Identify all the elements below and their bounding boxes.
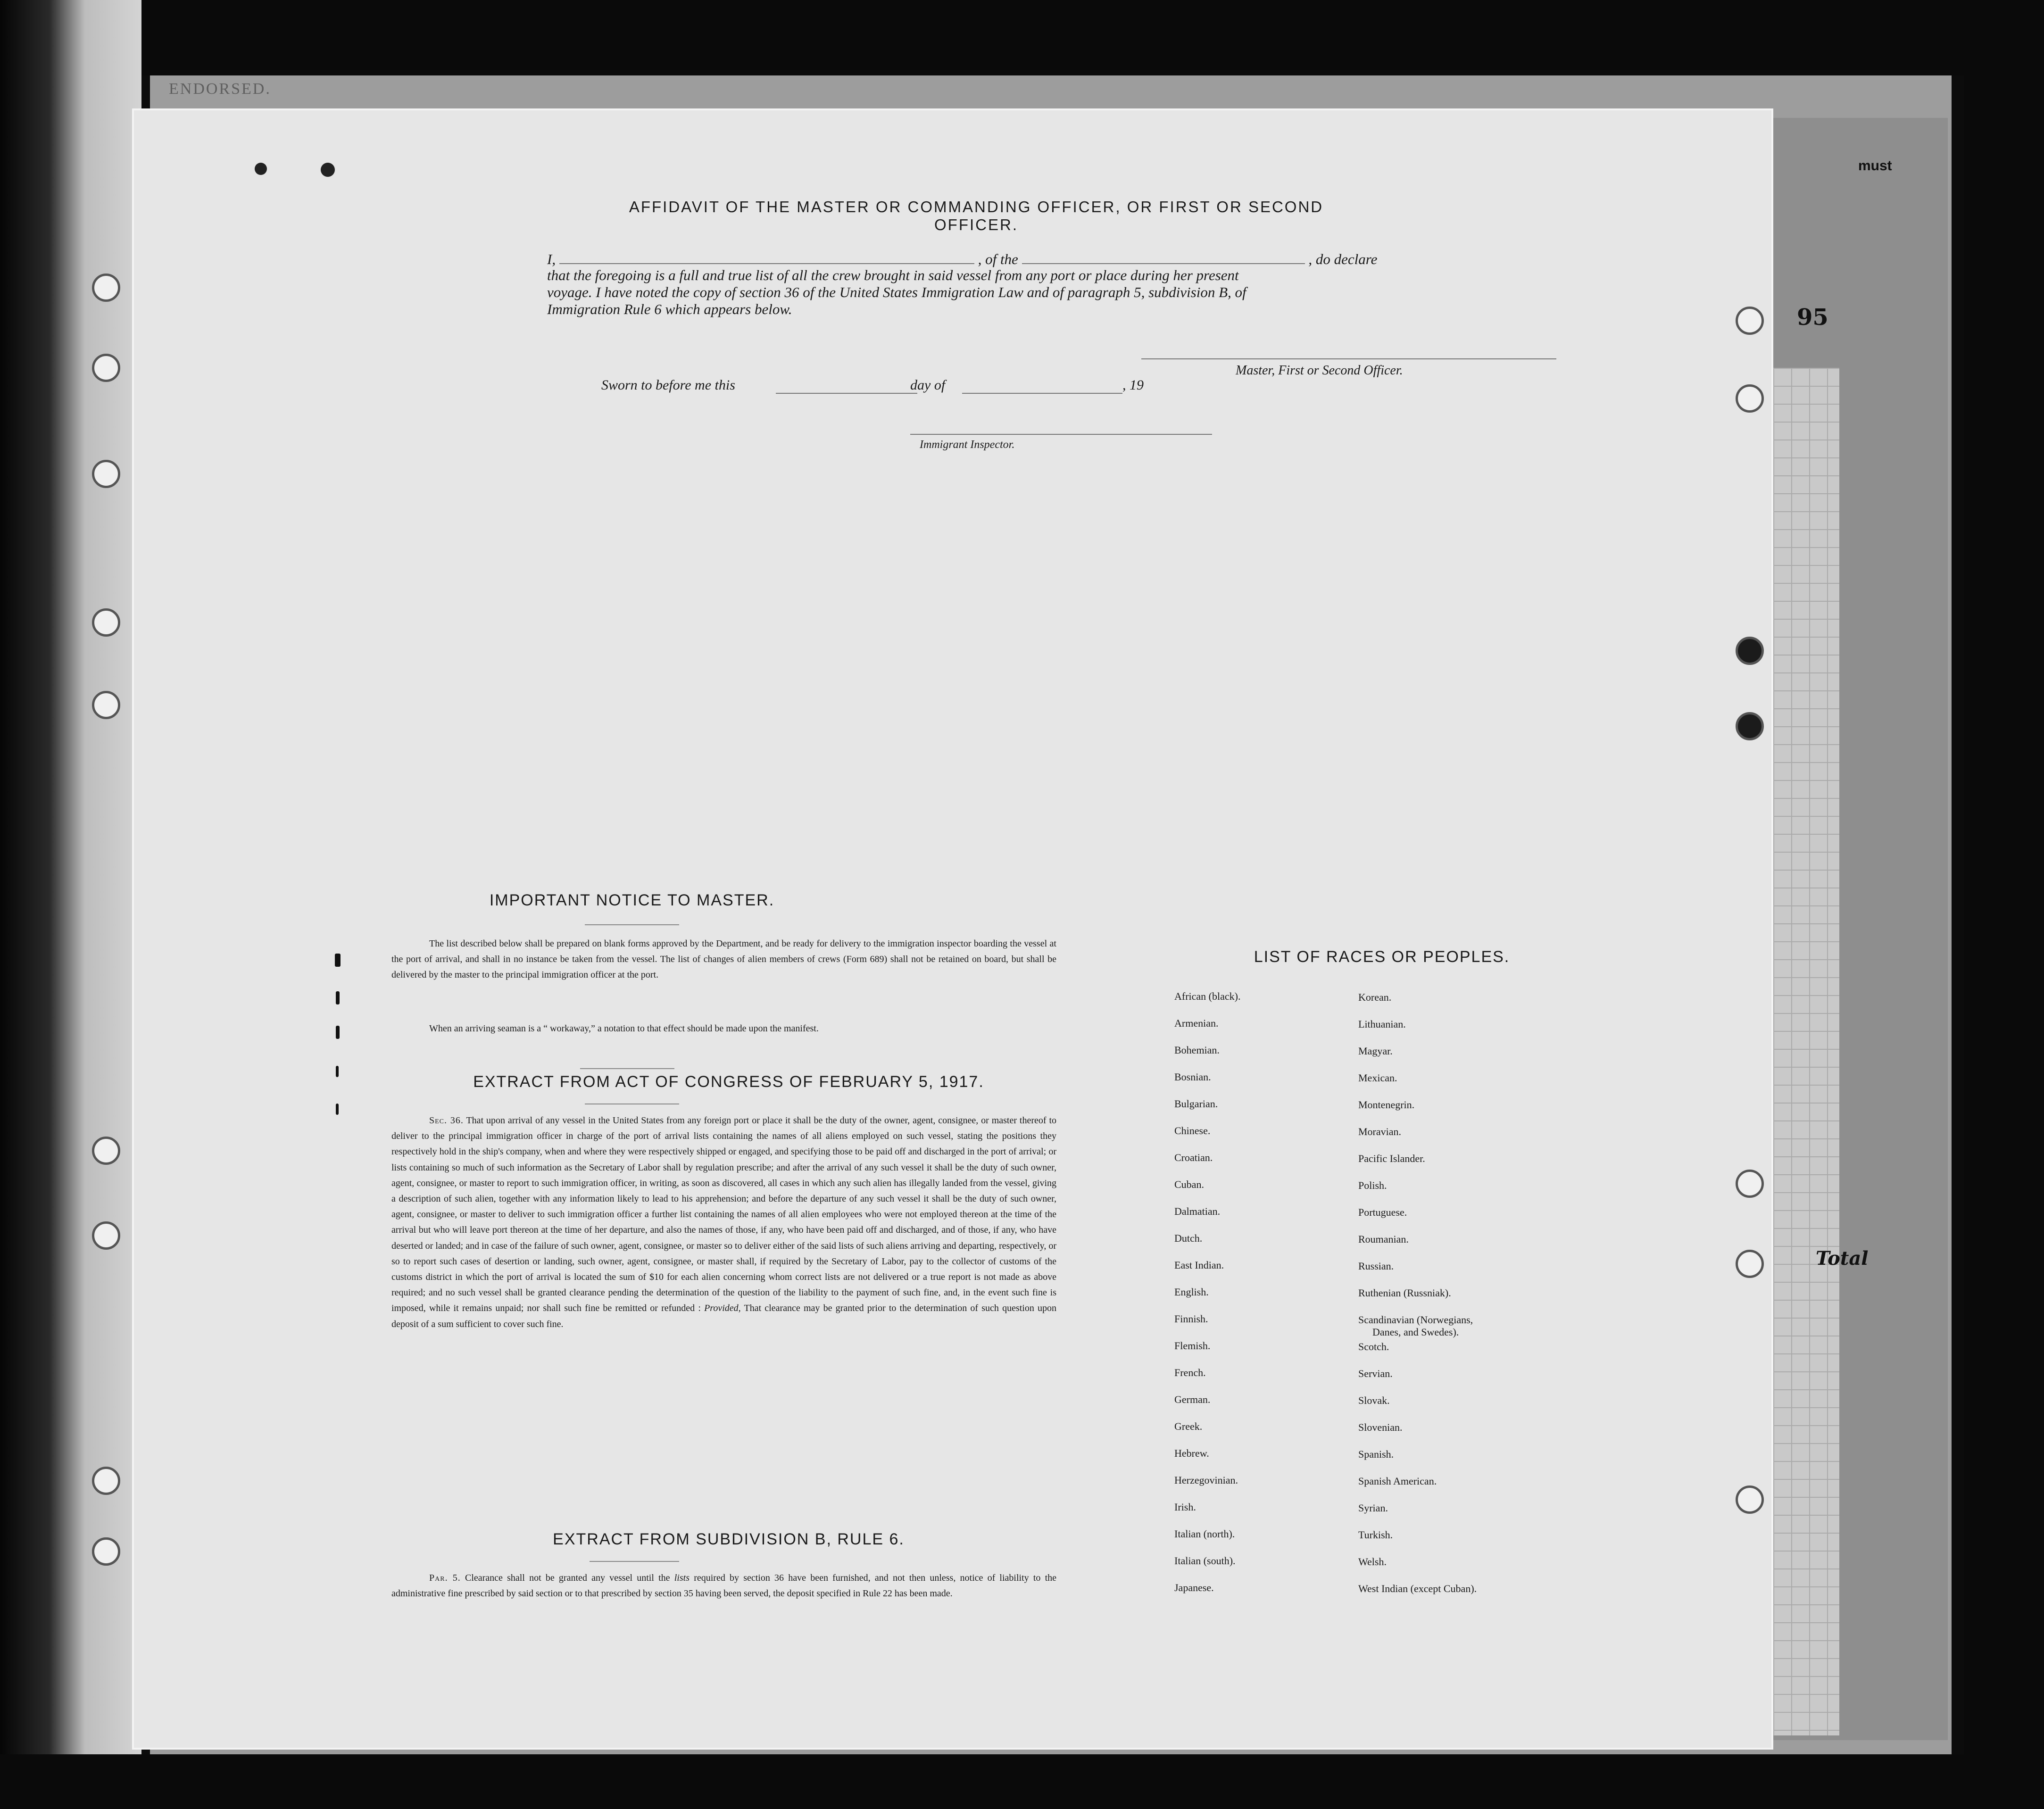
race-item <box>1358 1448 1477 1475</box>
race-item <box>1174 1205 1240 1232</box>
inspector-signature-line <box>910 434 1212 435</box>
race-item <box>1358 1314 1477 1341</box>
race-name: Cuban. <box>1174 1178 1204 1190</box>
affidavit-declare: , do declare <box>1308 251 1378 267</box>
margin-tick <box>336 1104 339 1115</box>
film-border-bottom <box>0 1754 2044 1809</box>
margin-tick <box>336 991 340 1004</box>
race-name: English. <box>1174 1286 1209 1298</box>
race-item <box>1358 1045 1477 1072</box>
race-item <box>1174 1098 1240 1125</box>
binder-hole <box>92 1221 120 1250</box>
race-name: Magyar. <box>1358 1045 1393 1057</box>
race-item <box>1174 1286 1240 1313</box>
ledger-grid-strip <box>1773 368 1839 1735</box>
officer-signature-line <box>1141 358 1556 359</box>
notice-rule <box>585 924 679 925</box>
race-name: Servian. <box>1358 1368 1393 1379</box>
name-blank <box>559 250 974 264</box>
race-name: Turkish. <box>1358 1529 1393 1541</box>
page-number: 95 <box>1797 304 1828 331</box>
affidavit-line-4: Immigration Rule 6 which appears below. <box>547 301 792 317</box>
race-item <box>1174 1071 1240 1098</box>
race-name: French. <box>1174 1367 1206 1378</box>
race-name: Polish. <box>1358 1179 1387 1191</box>
binder-hole <box>92 1137 120 1165</box>
race-item <box>1174 1340 1240 1367</box>
paragraph-label: Par. 5. <box>429 1573 461 1583</box>
race-item <box>1358 1502 1477 1529</box>
back-stamp: ENDORSED. <box>169 80 271 98</box>
race-name: Italian (south). <box>1174 1555 1236 1567</box>
races-right-column <box>1358 991 1477 1610</box>
race-name: Ruthenian (Russniak). <box>1358 1287 1451 1299</box>
affidavit-of-the: , of the <box>978 251 1018 267</box>
right-sheet-word: must <box>1858 158 1892 174</box>
paragraph-5-text: Par. 5. Clearance shall not be granted any vessel until the lists required by section 36 have been furnished, and not then unless, notice of liability to the administrative fine prescribed by said section or to that prescribed by section 35 having been served, the deposit specified in Rule 22 has been made. <box>391 1573 1057 1599</box>
section-label: Sec. 36. <box>429 1115 464 1126</box>
race-name: Armenian. <box>1174 1017 1219 1029</box>
margin-tick <box>336 1066 339 1077</box>
race-name: Irish. <box>1174 1501 1196 1513</box>
race-item <box>1174 1044 1240 1071</box>
race-item <box>1174 1394 1240 1420</box>
race-name: Finnish. <box>1174 1313 1208 1325</box>
sworn-text: Sworn to before me this <box>601 377 735 393</box>
extract-rule6-title: EXTRACT FROM SUBDIVISION B, RULE 6. <box>553 1530 905 1548</box>
race-item <box>1358 1583 1477 1610</box>
race-item <box>1358 1233 1477 1260</box>
affidavit-line-3: voyage. I have noted the copy of section 36 of the United States Immigration Law and of paragraph 5, subdivision B, of <box>547 284 1246 300</box>
race-name: Bohemian. <box>1174 1044 1220 1056</box>
race-name: Bulgarian. <box>1174 1098 1218 1110</box>
inspector-caption: Immigrant Inspector. <box>920 439 1015 451</box>
race-name: Hebrew. <box>1174 1447 1209 1459</box>
race-name: Slovak. <box>1358 1394 1390 1406</box>
race-item <box>1358 1287 1477 1314</box>
binder-hole <box>92 1537 120 1566</box>
race-name: Spanish. <box>1358 1448 1394 1460</box>
notice-paragraph-1: The list described below shall be prepared on blank forms approved by the Department, and be ready for delivery to the immigration inspector boarding the vessel at the port of arrival, and shall in no instance be taken from the vessel. The list of changes of alien members of crews (Form 689) shall not be retained on board, but shall be delivered by the master to the principal immigration officer at the port. <box>391 938 1056 980</box>
race-name: German. <box>1174 1394 1211 1405</box>
races-left-column <box>1174 990 1240 1609</box>
officer-caption: Master, First or Second Officer. <box>1236 363 1403 378</box>
race-name: Scotch. <box>1358 1341 1389 1353</box>
race-name: Welsh. <box>1358 1556 1387 1568</box>
race-item <box>1174 1501 1240 1528</box>
binder-hole <box>92 1467 120 1495</box>
notice-title: IMPORTANT NOTICE TO MASTER. <box>489 891 775 909</box>
page-content <box>132 108 1773 1750</box>
binder-hole <box>92 691 120 719</box>
race-item <box>1358 1206 1477 1233</box>
film-border-right <box>1964 0 2044 1809</box>
race-item <box>1174 1313 1240 1340</box>
race-name: Dalmatian. <box>1174 1205 1221 1217</box>
handwritten-total: Total <box>1816 1247 1869 1270</box>
race-name-continued: Danes, and Swedes). <box>1372 1326 1459 1338</box>
extract-act-title: EXTRACT FROM ACT OF CONGRESS OF FEBRUARY 5, 1917. <box>473 1073 984 1091</box>
film-border-top <box>0 0 2044 75</box>
race-item <box>1358 1260 1477 1287</box>
race-name: Italian (north). <box>1174 1528 1235 1540</box>
binder-hole <box>92 460 120 488</box>
affidavit-i: I, <box>547 251 556 267</box>
month-blank <box>962 380 1122 394</box>
race-name: Mexican. <box>1358 1072 1397 1084</box>
race-name: Chinese. <box>1174 1125 1211 1137</box>
extract-rule-top <box>580 1068 674 1069</box>
race-name: Pacific Islander. <box>1358 1153 1425 1164</box>
affidavit-title: AFFIDAVIT OF THE MASTER OR COMMANDING OFFICER, OR FIRST OR SECOND OFFICER. <box>629 198 1324 233</box>
binder-hole <box>92 274 120 302</box>
race-name: African (black). <box>1174 990 1241 1002</box>
race-name: Japanese. <box>1174 1582 1214 1593</box>
race-name: Slovenian. <box>1358 1421 1403 1433</box>
race-name: Moravian. <box>1358 1126 1402 1137</box>
race-item <box>1174 990 1240 1017</box>
race-item <box>1174 1232 1240 1259</box>
race-item <box>1174 1178 1240 1205</box>
race-name: Roumanian. <box>1358 1233 1409 1245</box>
race-item <box>1174 1447 1240 1474</box>
race-name: Montenegrin. <box>1358 1099 1415 1111</box>
race-item <box>1174 1152 1240 1178</box>
race-name: Lithuanian. <box>1358 1018 1406 1030</box>
race-item <box>1358 1072 1477 1099</box>
race-item <box>1358 1529 1477 1556</box>
notice-paragraph-2: When an arriving seaman is a “ workaway,” a notation to that effect should be made upon the manifest. <box>429 1023 819 1034</box>
sworn-day-blank <box>776 380 917 394</box>
race-item <box>1358 1179 1477 1206</box>
race-item <box>1174 1420 1240 1447</box>
race-name: Flemish. <box>1174 1340 1211 1352</box>
race-item <box>1174 1555 1240 1582</box>
race-item <box>1174 1367 1240 1394</box>
race-name: Dutch. <box>1174 1232 1203 1244</box>
vessel-blank <box>1022 250 1305 264</box>
manifest-page <box>132 108 1773 1750</box>
race-item <box>1358 1475 1477 1502</box>
margin-tick <box>335 954 341 967</box>
race-name: Croatian. <box>1174 1152 1213 1163</box>
race-item <box>1174 1125 1240 1152</box>
year-text: , 19 <box>1122 377 1144 393</box>
binder-hole <box>92 608 120 637</box>
affidavit-line-2: that the foregoing is a full and true list of all the crew brought in said vessel from any port or place during her present <box>547 267 1239 283</box>
race-name: Bosnian. <box>1174 1071 1211 1083</box>
race-item <box>1174 1017 1240 1044</box>
affidavit-statement <box>547 250 1570 318</box>
race-name: Portuguese. <box>1358 1206 1407 1218</box>
race-item <box>1174 1259 1240 1286</box>
extract2-rule <box>590 1561 679 1562</box>
affidavit-line-1 <box>547 250 1570 267</box>
race-name: West Indian (except Cuban). <box>1358 1583 1477 1594</box>
race-item <box>1174 1582 1240 1609</box>
race-item <box>1358 1099 1477 1126</box>
margin-tick <box>336 1026 340 1039</box>
section-36-text: Sec. 36. That upon arrival of any vessel in the United States from any foreign port or place it shall be the duty of the owner, agent, consignee, or master thereof to deliver to the principal immigration officer in charge of the port of arrival lists containing the names of all aliens employed on such vessel, stating the positions they respectively hold in the ship's company, when and where they were respectively shipped or engaged, and specifying those to be paid off and discharged in the port of arrival; or lists containing so much of such information as the Secretary of Labor shall by regulation prescribe; and after the arrival of any such vessel it shall be the duty of such owner, agent, consignee, or master to report to such immigration officer, in writing, as soon as discovered, all cases in which any such alien has illegally landed from the vessel, giving a description of such alien, together with any information likely to lead to his apprehension; and before the departure of any such vessel it shall be the duty of such owner, agent, consignee, or master to deliver to such immigration officer a further list containing the names of all alien employees who were not employed thereon at the time of the arrival but who will leave port thereon at the time of her departure, and also the names of those, if any, who have been paid off and discharged, and of those, if any, who have deserted or landed; and in case of the failure of such owner, agent, consignee, or master so to deliver either of the said lists of such aliens arriving and departing, respectively, or so to report such cases of desertion or landing, such owner, agent, consignee, or master shall, if required by the Secretary of Labor, pay to the collector of customs of the customs district in which the port of arrival is located the sum of $10 for each alien concerning whom correct lists are not delivered or a true report is not made as above required; and no such vessel shall be granted clearance pending the determination of the question of the liability to the payment of such fine, and, in the event such fine is imposed, while it remains unpaid; nor shall such fine be remitted or refunded : Provided, That clearance may be granted prior to the determination of such question upon deposit of a sum sufficient to cover such fine. <box>391 1115 1057 1329</box>
race-item <box>1358 1394 1477 1421</box>
race-name: Russian. <box>1358 1260 1394 1272</box>
race-name: Korean. <box>1358 991 1392 1003</box>
race-item <box>1358 1018 1477 1045</box>
race-name: East Indian. <box>1174 1259 1224 1271</box>
race-item <box>1358 1368 1477 1394</box>
film-border-left <box>0 0 141 1809</box>
race-item <box>1358 1341 1477 1368</box>
race-name: Spanish American. <box>1358 1475 1437 1487</box>
race-item <box>1358 991 1477 1018</box>
race-name: Herzegovinian. <box>1174 1474 1238 1486</box>
race-item <box>1358 1556 1477 1583</box>
binder-hole <box>92 354 120 382</box>
race-item <box>1358 1153 1477 1179</box>
race-item <box>1358 1421 1477 1448</box>
race-item <box>1174 1474 1240 1501</box>
race-name: Syrian. <box>1358 1502 1388 1514</box>
race-item <box>1174 1528 1240 1555</box>
races-title: LIST OF RACES OR PEOPLES. <box>1254 948 1510 966</box>
race-name: Greek. <box>1174 1420 1203 1432</box>
race-item <box>1358 1126 1477 1153</box>
race-name: Scandinavian (Norwegians, <box>1358 1314 1473 1326</box>
day-of-text: day of <box>910 377 946 393</box>
